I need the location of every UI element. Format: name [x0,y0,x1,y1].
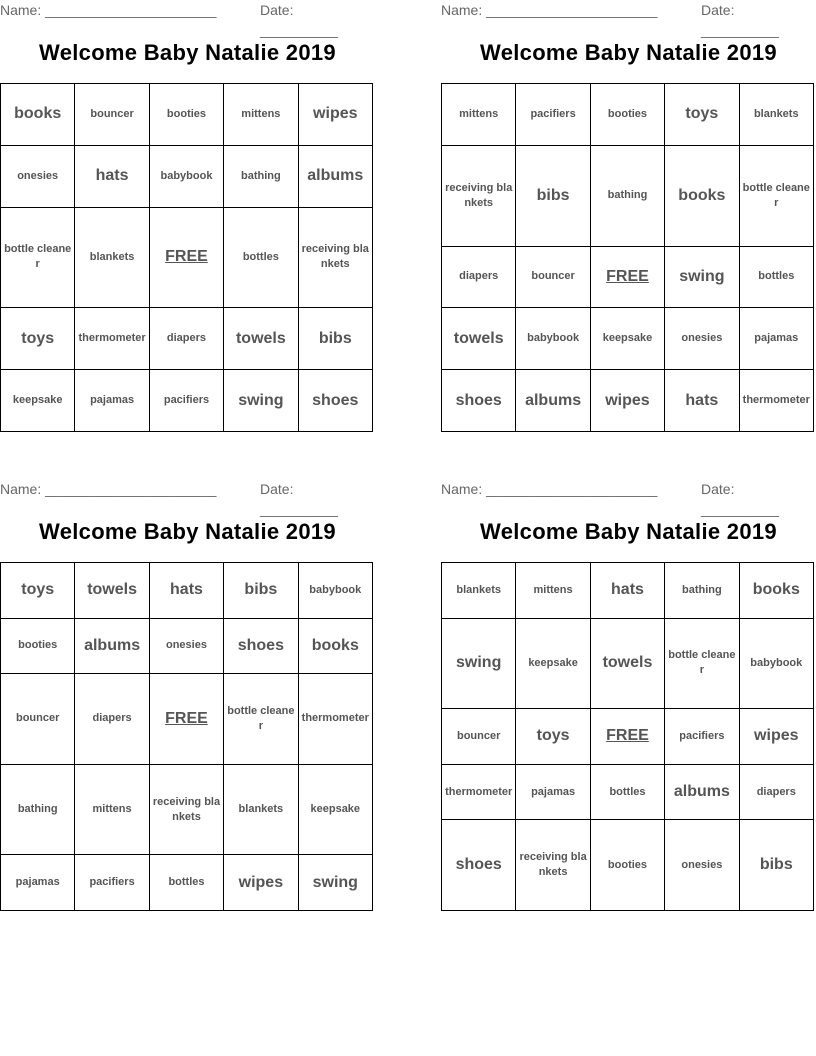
bingo-cell: hats [149,563,223,619]
bingo-cell: receiving blankets [149,764,223,855]
bingo-cell: towels [224,308,298,370]
bingo-cell: blankets [442,563,516,619]
bingo-cell: babybook [739,618,813,709]
bingo-cell: bouncer [75,84,149,146]
bingo-row [1,370,373,432]
name-label: Name: ______________________ [441,2,658,18]
bingo-cell: booties [149,84,223,146]
bingo-cell: shoes [298,370,372,432]
bingo-cell: books [298,618,372,674]
bingo-cell: diapers [75,674,149,765]
bingo-cell: bathing [224,145,298,207]
bingo-cell: bottle cleaner [665,618,739,709]
bingo-cell: pacifiers [75,855,149,911]
bingo-row [442,764,814,820]
bingo-cell: swing [224,370,298,432]
bingo-cell: blankets [224,764,298,855]
bingo-cell: keepsake [516,618,590,709]
bingo-cell: keepsake [1,370,75,432]
bingo-cell: toys [1,308,75,370]
card-title: Welcome Baby Natalie 2019 [480,40,777,65]
name-date-line [0,0,375,38]
bingo-cell: hats [665,370,739,432]
bingo-cell: pajamas [739,308,813,370]
free-space: FREE [590,246,664,308]
name-label: Name: ______________________ [0,2,217,18]
bingo-cell: shoes [224,618,298,674]
bingo-row [442,370,814,432]
bingo-grid [0,562,373,911]
bingo-row [442,820,814,911]
bingo-cell: onesies [1,145,75,207]
date-label: Date: __________ [701,2,779,38]
bingo-cell: mittens [224,84,298,146]
bingo-cell: blankets [75,207,149,308]
bingo-cell: bouncer [442,709,516,765]
bingo-cell: babybook [516,308,590,370]
bingo-cell: keepsake [590,308,664,370]
bingo-grid [441,83,814,432]
bingo-cell: keepsake [298,764,372,855]
bingo-cell: diapers [739,764,813,820]
bingo-cell: mittens [442,84,516,146]
bingo-cell: pajamas [75,370,149,432]
bingo-card-1 [0,0,375,435]
bingo-cell: bottles [149,855,223,911]
date-label: Date: __________ [260,481,338,517]
bingo-cell: booties [1,618,75,674]
bingo-cell: receiving blankets [516,820,590,911]
bingo-cell: diapers [442,246,516,308]
bingo-cell: booties [590,84,664,146]
bingo-cell: swing [665,246,739,308]
bingo-cell: thermometer [75,308,149,370]
bingo-cell: wipes [739,709,813,765]
bingo-cell: booties [590,820,664,911]
bingo-cell: pajamas [516,764,590,820]
bingo-row [442,563,814,619]
bingo-cell: thermometer [442,764,516,820]
free-space: FREE [590,709,664,765]
card-title: Welcome Baby Natalie 2019 [39,40,336,65]
date-label: Date: __________ [701,481,779,517]
bingo-cell: albums [516,370,590,432]
bingo-cell: thermometer [739,370,813,432]
bingo-cell: onesies [665,820,739,911]
bingo-cell: receiving blankets [442,145,516,246]
bingo-cell: bottles [224,207,298,308]
card-title: Welcome Baby Natalie 2019 [480,519,777,544]
bingo-cell: albums [75,618,149,674]
bingo-cell: hats [590,563,664,619]
bingo-cell: wipes [224,855,298,911]
bingo-cell: bibs [516,145,590,246]
bingo-cell: bottle cleaner [1,207,75,308]
bingo-card-4 [441,479,816,914]
bingo-cell: bathing [1,764,75,855]
bingo-row [1,207,373,308]
bingo-cell: swing [298,855,372,911]
bingo-row [442,618,814,709]
bingo-cell: hats [75,145,149,207]
bingo-cell: books [1,84,75,146]
bingo-cell: bottle cleaner [224,674,298,765]
bingo-row [442,84,814,146]
card-title: Welcome Baby Natalie 2019 [39,519,336,544]
bingo-cell: bathing [665,563,739,619]
bingo-cell: swing [442,618,516,709]
bingo-cell: bottles [739,246,813,308]
bingo-cell: towels [75,563,149,619]
bingo-row [1,84,373,146]
bingo-cell: books [739,563,813,619]
bingo-row [442,709,814,765]
bingo-grid [441,562,814,911]
bingo-cell: onesies [665,308,739,370]
bingo-grid [0,83,373,432]
bingo-cell: toys [516,709,590,765]
bingo-cell: pacifiers [149,370,223,432]
name-label: Name: ______________________ [0,481,217,497]
bingo-row [1,145,373,207]
name-label: Name: ______________________ [441,481,658,497]
bingo-cell: onesies [149,618,223,674]
bingo-cell: bottle cleaner [739,145,813,246]
bingo-cell: toys [1,563,75,619]
bingo-cell: wipes [298,84,372,146]
bingo-cell: pajamas [1,855,75,911]
bingo-cell: pacifiers [516,84,590,146]
bingo-row [1,563,373,619]
bingo-cell: bouncer [516,246,590,308]
bingo-cell: albums [665,764,739,820]
name-date-line [0,479,375,517]
name-date-line [441,479,816,517]
bingo-cell: wipes [590,370,664,432]
bingo-cell: bathing [590,145,664,246]
bingo-row [1,308,373,370]
bingo-row [1,618,373,674]
free-space: FREE [149,674,223,765]
bingo-cell: books [665,145,739,246]
bingo-row [442,246,814,308]
bingo-card-3 [0,479,375,914]
bingo-cell: blankets [739,84,813,146]
bingo-cell: bibs [739,820,813,911]
bingo-row [1,764,373,855]
bingo-cell: toys [665,84,739,146]
free-space: FREE [149,207,223,308]
name-date-line [441,0,816,38]
bingo-cell: thermometer [298,674,372,765]
bingo-cell: albums [298,145,372,207]
bingo-cell: pacifiers [665,709,739,765]
bingo-cell: shoes [442,820,516,911]
bingo-cell: bibs [224,563,298,619]
bingo-cell: receiving blankets [298,207,372,308]
bingo-card-2 [441,0,816,435]
bingo-row [442,145,814,246]
bingo-cell: babybook [149,145,223,207]
date-label: Date: __________ [260,2,338,38]
bingo-cell: towels [442,308,516,370]
bingo-cell: towels [590,618,664,709]
bingo-cell: mittens [516,563,590,619]
bingo-cell: shoes [442,370,516,432]
bingo-cell: bibs [298,308,372,370]
bingo-cell: mittens [75,764,149,855]
bingo-cell: babybook [298,563,372,619]
bingo-cell: bouncer [1,674,75,765]
bingo-cell: bottles [590,764,664,820]
bingo-row [1,855,373,911]
bingo-cell: diapers [149,308,223,370]
bingo-row [1,674,373,765]
bingo-row [442,308,814,370]
